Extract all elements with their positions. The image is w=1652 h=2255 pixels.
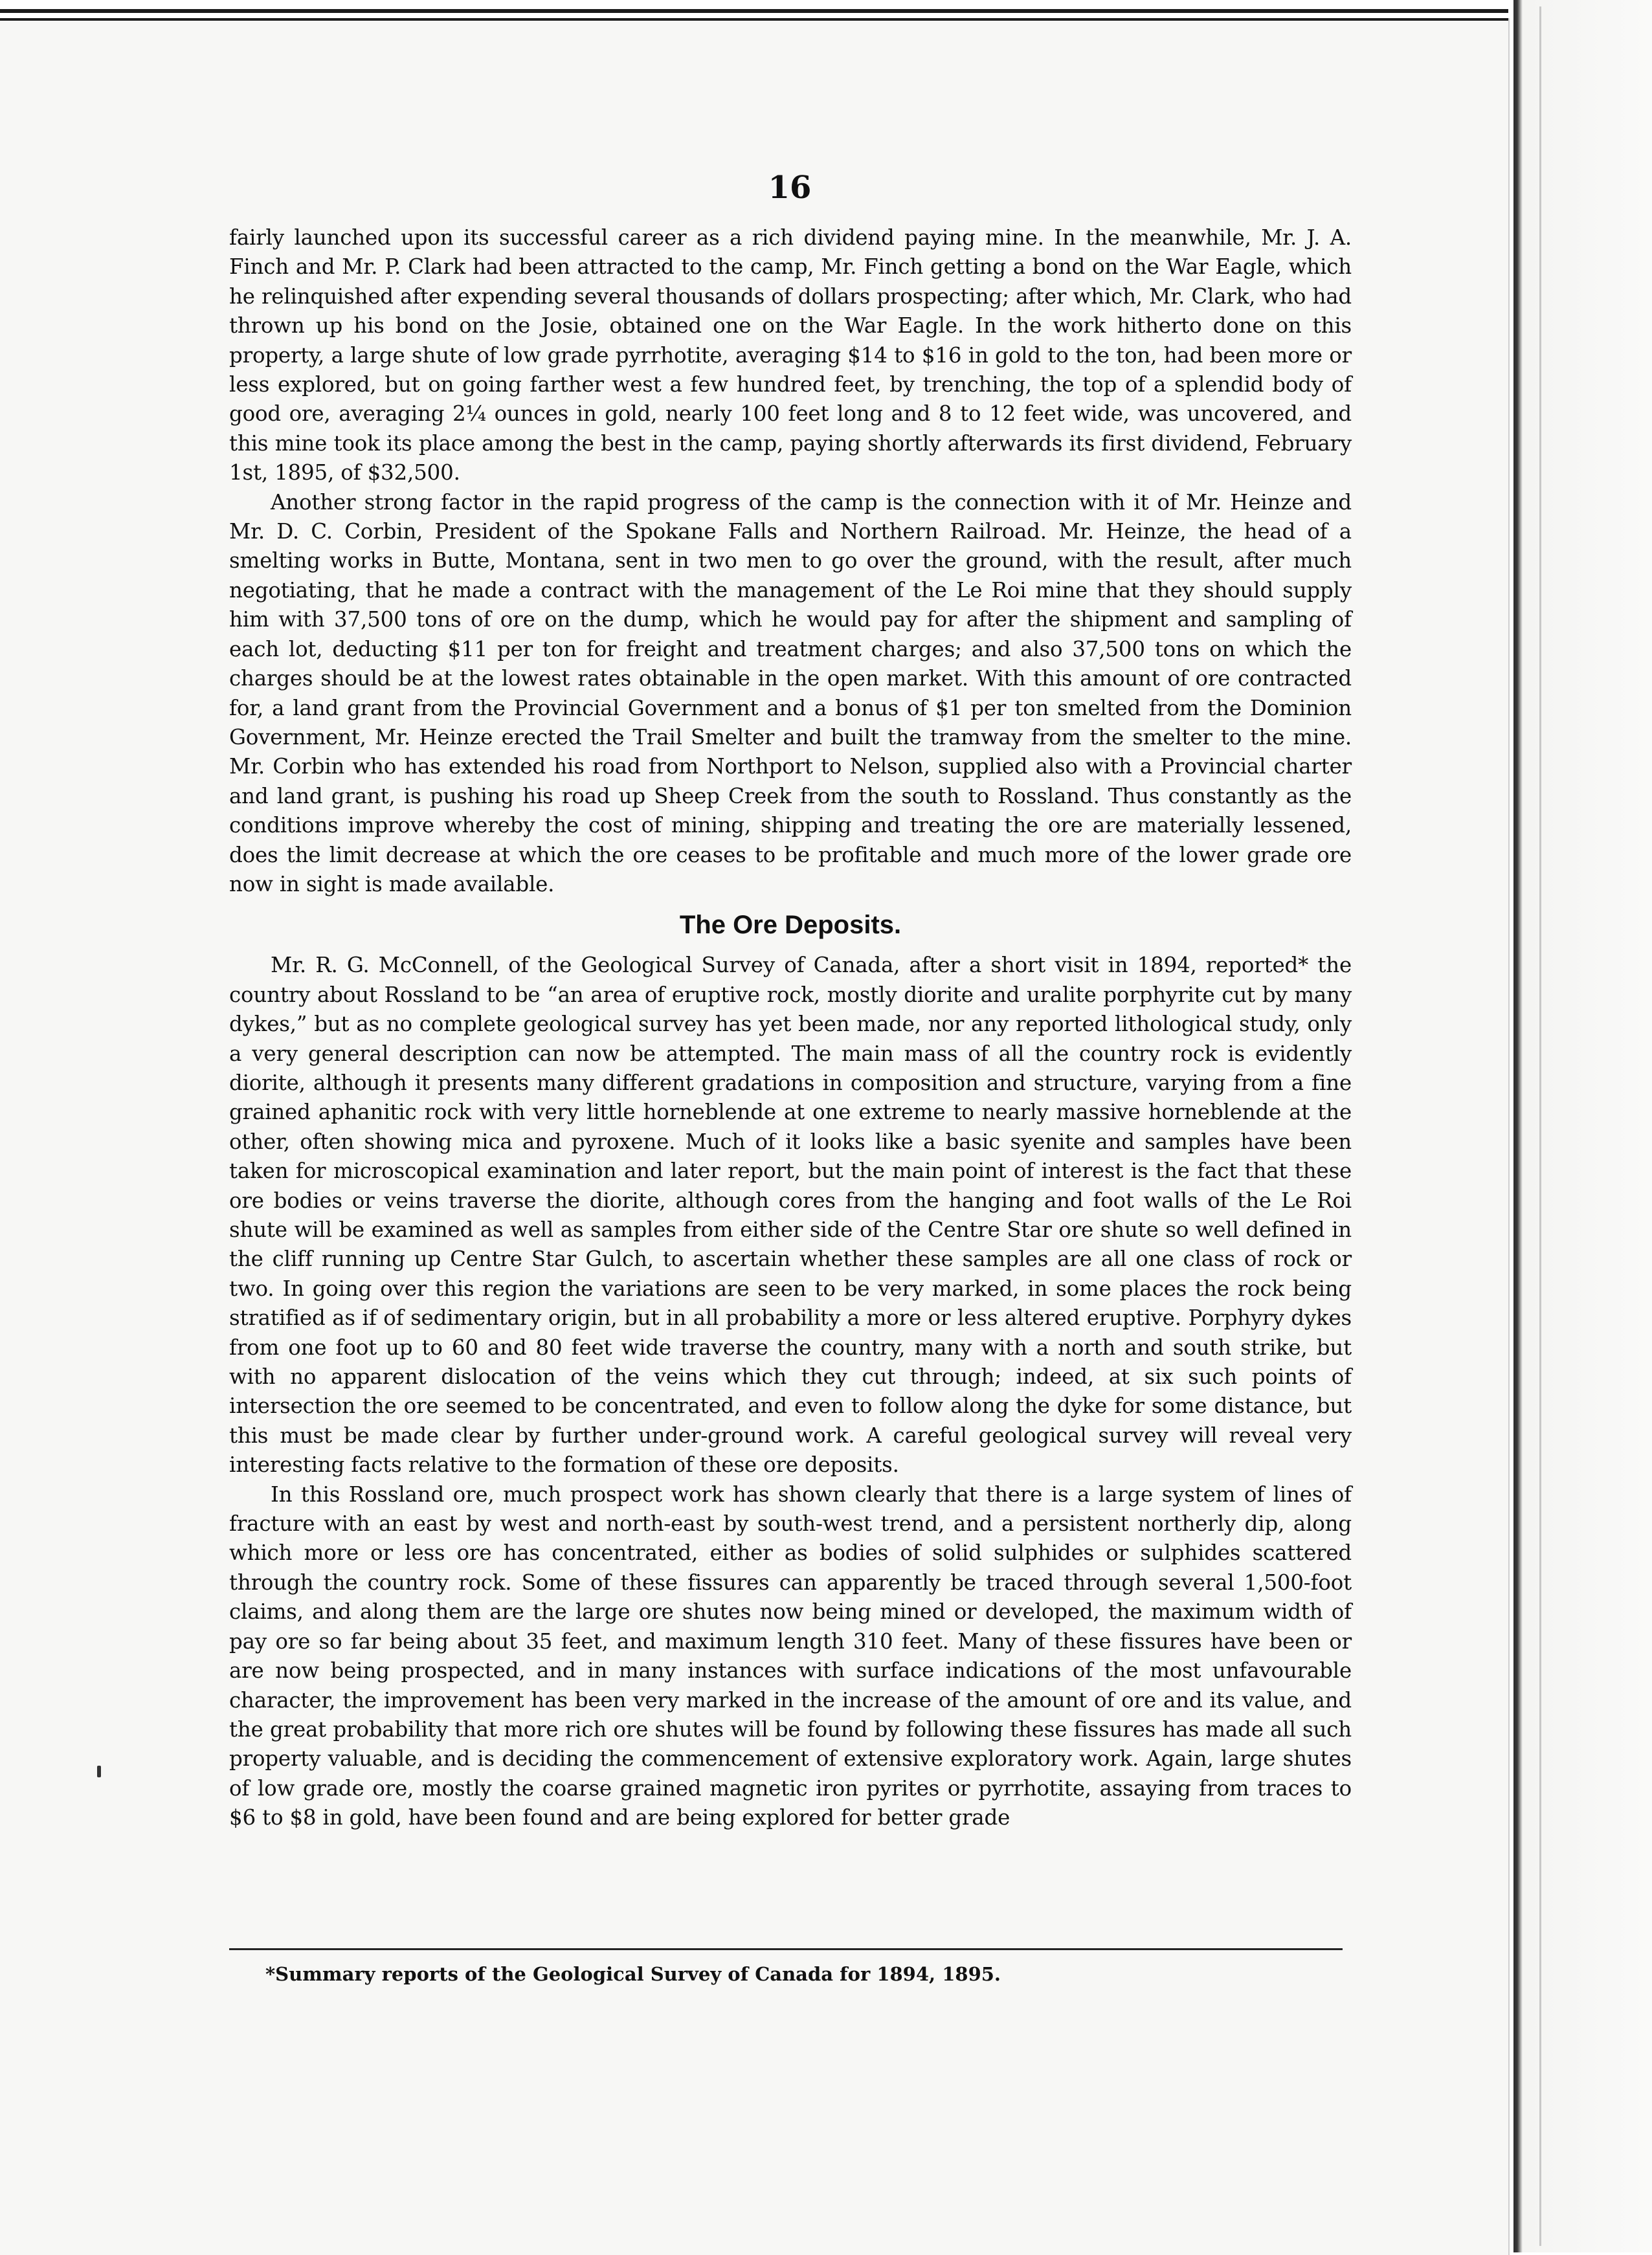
footnote: *Summary reports of the Geological Survey of Canada for 1894, 1895. [265, 1963, 1001, 1985]
section-heading: The Ore Deposits. [679, 911, 902, 940]
scan-margin-strip [1513, 0, 1652, 2252]
scan-edge-line [1539, 6, 1541, 2246]
page-body [229, 223, 1352, 1833]
paragraph-mcconnell: Mr. R. G. McConnell, of the Geological Survey of Canada, after a short visit in 1894, reported* the country about Rossland to be “an area of eruptive rock, mostly diorite and uralite porphyrite cut by many dykes,” but as no complete geological survey has yet been made, nor any reported lithological study, only a very general description can now be attempted. The main mass of all the country rock is evidently diorite, although it presents many different gradations in composition and structure, varying from a fine grained aphanitic rock with very little horneblende at one extreme to nearly massive horneblende at the other, often showing mica and pyroxene. Much of it looks like a basic syenite and samples have been taken for microscopical examination and later report, but the main point of interest is the fact that these ore bodies or veins traverse the diorite, although cores from the hanging and foot walls of the Le Roi shute will be examined as well as samples from either side of the Centre Star ore shute so well defined in the cliff running up Centre Star Gulch, to ascertain whether these samples are all one class of rock or two. In going over this region the variations are seen to be very marked, in some places the rock being stratified as if of sedimentary origin, but in all probability a more or less altered eruptive. Porphyry dykes from one foot up to 60 and 80 feet wide traverse the country, many with a north and south strike, but with no apparent dislocation of the veins which they cut through; indeed, at six such points of intersection the ore seemed to be concentrated, and even to follow along the dyke for some distance, but this must be made clear by further under-ground work. A careful geological survey will reveal very interesting facts relative to the formation of these ore deposits. [229, 953, 1352, 1478]
margin-mark [97, 1766, 101, 1777]
footnote-divider [229, 1948, 1343, 1950]
page-number: 16 [768, 170, 812, 206]
paragraph-rossland-ore: In this Rossland ore, much prospect work has shown clearly that there is a large system of lines of fracture with an east by west and north-east by south-west trend, and a persistent northerly dip, along which more or less ore has concentrated, either as bodies of solid sulphides or sulphides scattered through the country rock. Some of these fissures can apparently be traced through several 1,500-foot claims, and along them are the large ore shutes now being mined or developed, the maximum width of pay ore so far being about 35 feet, and maximum length 310 feet. Many of these fissures have been or are now being prospected, and in many instances with surface indications of the most unfavourable character, the improvement has been very marked in the increase of the amount of ore and its value, and the great probability that more rich ore shutes will be found by following these fissures has made all such property valuable, and is deciding the commencement of extensive exploratory work. Again, large shutes of low grade ore, mostly the coarse grained magnetic iron pyrites or pyrrhotite, assaying from traces to $6 to $8 in gold, have been found and are being explored for better grade [229, 1482, 1352, 1830]
top-border-line [0, 9, 1508, 13]
paragraph-war-eagle: fairly launched upon its successful career as a rich dividend paying mine. In the meanwhile, Mr. J. A. Finch and Mr. P. Clark had been attracted to the camp, Mr. Finch getting a bond on the War Eagle, which he relinquished after expending several thousands of dollars prospecting; after which, Mr. Clark, who had thrown up his bond on the Josie, obtained one on the War Eagle. In the work hitherto done on this property, a large shute of low grade pyrrhotite, averaging $14 to $16 in gold to the ton, had been more or less explored, but on going farther west a few hundred feet, by trenching, the top of a splendid body of good ore, averaging 2¼ ounces in gold, nearly 100 feet long and 8 to 12 feet wide, was uncovered, and this mine took its place among the best in the camp, paying shortly afterwards its first dividend, February 1st, 1895, of $32,500. [229, 225, 1352, 485]
paragraph-heinze-corbin: Another strong factor in the rapid progress of the camp is the connection with it of Mr. Heinze and Mr. D. C. Corbin, President of the Spokane Falls and Northern Railroad. Mr. Heinze, the head of a smelting works in Butte, Montana, sent in two men to go over the ground, with the result, after much negotiating, that he made a contract with the management of the Le Roi mine that they should supply him with 37,500 tons of ore on the dump, which he would pay for after the shipment and sampling of each lot, deducting $11 per ton for freight and treatment charges; and also 37,500 tons on which the charges should be at the lowest rates obtainable in the open market. With this amount of ore contracted for, a land grant from the Provincial Government and a bonus of $1 per ton smelted from the Dominion Government, Mr. Heinze erected the Trail Smelter and built the tramway from the smelter to the mine. Mr. Corbin who has extended his road from Northport to Nelson, supplied also with a Provincial charter and land grant, is pushing his road up Sheep Creek from the south to Rossland. Thus constantly as the conditions improve whereby the cost of mining, shipping and treating the ore are materially lessened, does the limit decrease at which the ore ceases to be profitable and much more of the lower grade ore now in sight is made available. [229, 489, 1352, 896]
